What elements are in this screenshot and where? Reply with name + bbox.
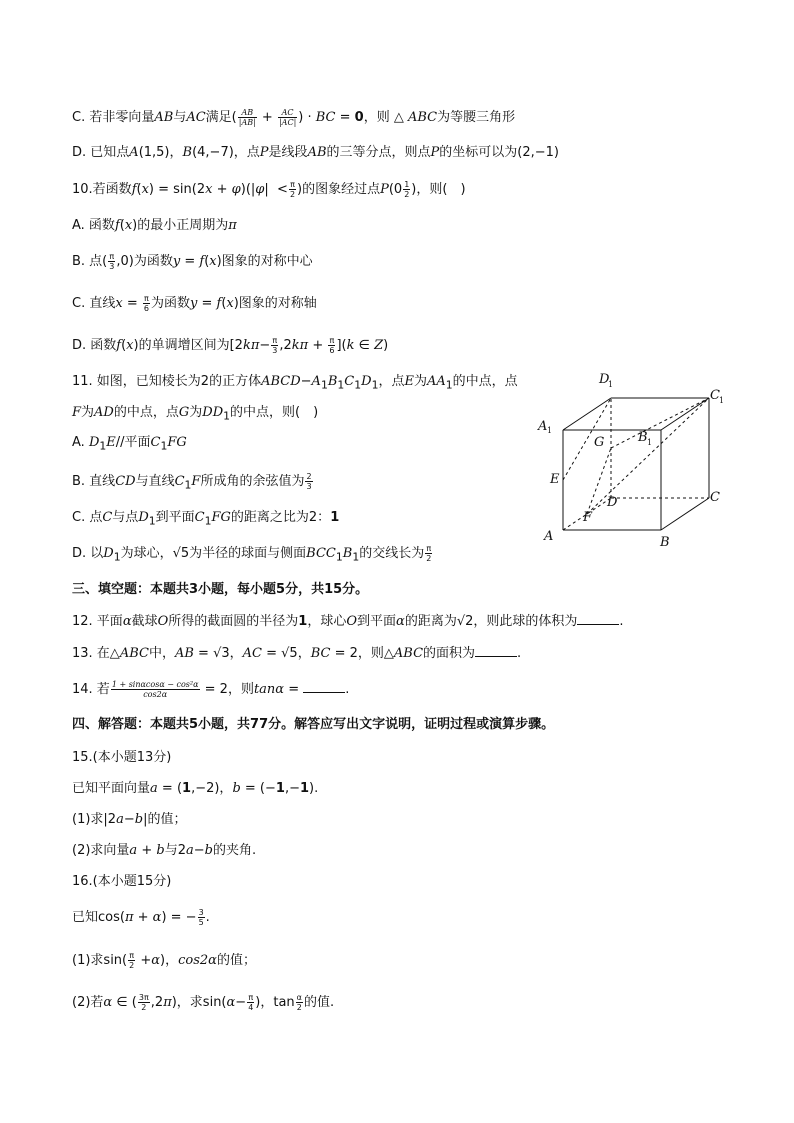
q12-text: 12. 平面α截球O所得的截面圆的半径为1，球心O到平面α的距离为√2，则此球的体积为 . xyxy=(72,614,624,629)
label-D1: D xyxy=(599,372,610,387)
q10-option-a: A. 函数f(x)的最小正周期为π xyxy=(72,218,237,233)
label-C1-sub: 1 xyxy=(719,396,725,405)
q10-option-d: D. 函数f(x)的单调增区间为[2kπ− $\frac{\pi}{3}$ ,2kπ + $\frac{\pi}{6}$ ](k ∈ Z) xyxy=(72,336,389,355)
label-E: E xyxy=(550,472,560,487)
q11-option-c: C. 点C与点$D_1$到平面$C_1FG$的距离之比为2：1 xyxy=(72,510,340,528)
q9-d-label: D. xyxy=(72,145,87,160)
q16-given: 已知cos(π + α) = − $\frac{3}{5}$ . xyxy=(72,908,210,927)
q9-option-c: C. 若非零向量AB与AC满足( $\frac{AB}{|AB|}$ + $\frac{AC}{|AC|}$ ) · BC = 0，则 △ ABC为等腰三角形 xyxy=(72,108,516,127)
q10-stem: 10.若函数f(x) = sin(2x + φ)(|φ| < $\frac{\pi}{2}$ )的图象经过点P(0 $\frac{1}{2}$ )，则( ) xyxy=(72,180,466,199)
label-D1-sub: 1 xyxy=(608,380,614,389)
q15-part1: (1)求|2a−b|的值； xyxy=(72,812,187,827)
q13-text: 13. 在△ABC中，AB = √3，AC = √5，BC = 2，则△ABC的面积为 . xyxy=(72,646,522,661)
q15-given: 已知平面向量a = (1,−2)，b = (−1,−1). xyxy=(72,781,319,796)
label-B1: B xyxy=(638,430,648,445)
cube-figure xyxy=(530,368,730,553)
label-D: D xyxy=(607,495,618,510)
label-B1-sub: 1 xyxy=(647,438,653,447)
q10-option-c: C. 直线x = $\frac{\pi}{6}$ 为函数y = f(x)图象的对称轴 xyxy=(72,294,317,313)
label-B: B xyxy=(660,535,670,550)
q11-option-d: D. 以$D_1$为球心，√5为半径的球面与侧面$BCC_1B_1$的交线长为 $\frac{\pi}{2}$ xyxy=(72,544,432,564)
segment-FC1 xyxy=(587,398,709,514)
label-F: F xyxy=(583,510,593,525)
label-C: C xyxy=(710,490,720,505)
section4-heading: 四、解答题：本题共5小题，共77分。解答应写出文字说明，证明过程或演算步骤。 xyxy=(72,717,555,732)
section3-heading: 三、填空题：本题共3小题，每小题5分，共15分。 xyxy=(72,582,369,597)
q11-stem-line1: 11. 如图，已知棱长为2的正方体$ABCD-A_1B_1C_1D_1$，点E为$AA_1$的中点，点 xyxy=(72,374,518,392)
label-A1-sub: 1 xyxy=(547,426,553,435)
edge-BC xyxy=(661,498,709,530)
edge-B1C1 xyxy=(661,398,709,430)
q15-part2: (2)求向量a + b与2a−b的夹角. xyxy=(72,843,257,858)
q11-stem-line2: F为AD的中点，点G为$DD_1$的中点，则( ) xyxy=(72,405,319,423)
q16-part1: (1)求sin( $\frac{\pi}{2}$ +α)，cos2α的值； xyxy=(72,951,256,970)
q9-c-label: C. xyxy=(72,110,86,125)
label-G: G xyxy=(594,435,605,450)
edge-D1A1 xyxy=(563,398,611,430)
q10-option-b: B. 点( $\frac{\pi}{3}$ ,0)为函数y = f(x)图象的对称中心 xyxy=(72,252,313,271)
label-A1: A xyxy=(538,419,548,434)
label-A: A xyxy=(544,529,554,544)
q11-option-b: B. 直线CD与直线$C_1F$所成角的余弦值为 $\frac{2}{3}$ xyxy=(72,472,312,492)
q15-title: 15.(本小题13分) xyxy=(72,750,172,765)
q11-option-a: A. $D_1E//$平面$C_1FG$ xyxy=(72,435,187,453)
q16-part2: (2)若α ∈ ( $\frac{3\pi}{2}$ ,2π)，求sin(α− $\frac{\pi}{4}$ )，tan $\frac{\alpha}{2}$ 的值. xyxy=(72,993,335,1012)
q16-title: 16.(本小题15分) xyxy=(72,874,172,889)
q14-text: 14. 若 $\frac{\text{1 + sinαcosα − cos²α}}{\cos 2\alpha}$ = 2，则tanα = . xyxy=(72,680,350,699)
segment-GC1 xyxy=(611,398,709,448)
q9-option-d: D. 已知点A(1,5)，B(4,−7)，点P是线段AB的三等分点，则点P的坐标可以为(2,−1) xyxy=(72,145,559,160)
label-C1: C xyxy=(710,388,720,403)
